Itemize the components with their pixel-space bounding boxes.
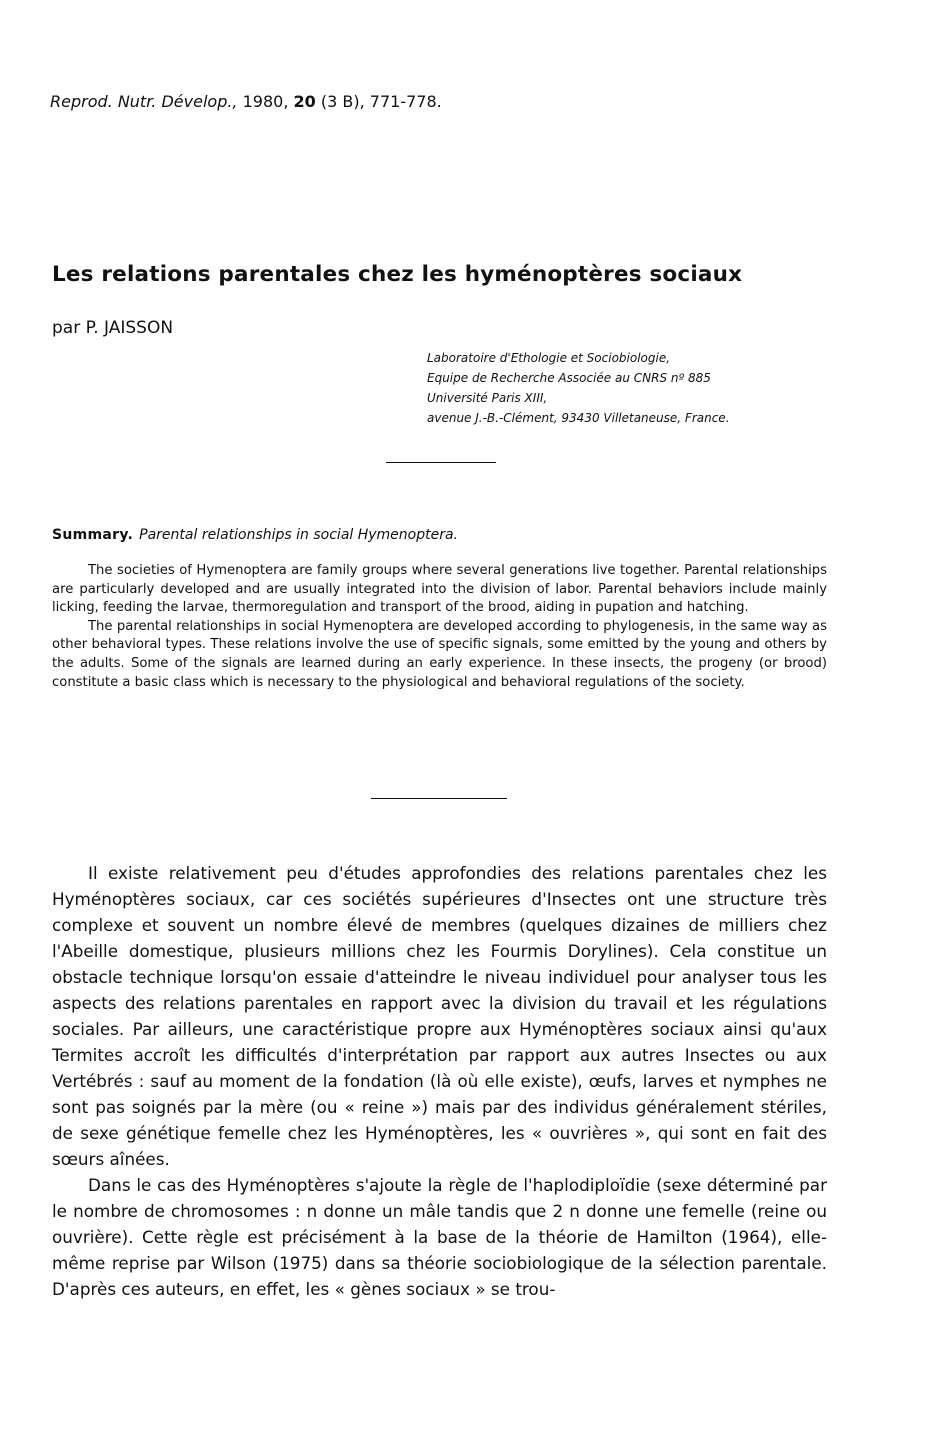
article-title: Les relations parentales chez les hyménoptères sociaux: [52, 262, 743, 287]
author-affiliation: [427, 348, 730, 428]
body-paragraph: Dans le cas des Hyménoptères s'ajoute la règle de l'haplodiploïdie (sexe déterminé par le nombre de chromosomes : n donne un mâle tandis que 2 n donne une femelle (reine ou ouvrière). Cette règle est précisément à la base de la théorie de Hamilton (1964), elle-même reprise par Wilson (1975) dans sa théorie sociobiologique de la sélection parentale. D'après ces auteurs, en effet, les « gènes sociaux » se trou-: [52, 1175, 827, 1299]
author-byline: par P. JAISSON: [52, 318, 174, 338]
summary-text: [52, 562, 827, 692]
journal-name: Reprod. Nutr. Dévelop.,: [50, 92, 238, 111]
summary-title: Parental relationships in social Hymenoptera.: [139, 527, 459, 543]
publication-year: 1980,: [242, 92, 289, 111]
separator-rule: [371, 798, 507, 799]
separator-rule: [386, 462, 496, 463]
affiliation-line: Université Paris XIII,: [427, 391, 548, 405]
volume-number: 20: [293, 92, 316, 111]
summary-label: Summary.: [52, 527, 134, 543]
summary-paragraph: The societies of Hymenoptera are family groups where several generations live together. Parental relationships are particularly developed and are usually integrated into the division of labor. Parental behaviors include mainly licking, feeding the larvae, thermoregulation and transport of the brood, aiding in pupation and hatching.: [52, 563, 827, 616]
affiliation-line: Laboratoire d'Ethologie et Sociobiologie,: [427, 351, 671, 365]
issue-number: (3 B),: [320, 92, 365, 111]
body-text: [52, 860, 827, 1302]
affiliation-line: Equipe de Recherche Associée au CNRS nº 885: [427, 371, 711, 385]
summary-heading: [52, 527, 458, 543]
affiliation-line: avenue J.-B.-Clément, 93430 Villetaneuse, France.: [427, 411, 730, 425]
body-paragraph: Il existe relativement peu d'études approfondies des relations parentales chez les Hyménoptères sociaux, car ces sociétés supérieures d'Insectes ont une structure très complexe et souvent un nombre élevé de membres (quelques dizaines de milliers chez l'Abeille domestique, plusieurs millions chez les Fourmis Dorylines). Cela constitue un obstacle technique lorsqu'on essaie d'atteindre le niveau individuel pour analyser tous les aspects des relations parentales en rapport avec la division du travail et les régulations sociales. Par ailleurs, une caractéristique propre aux Hyménoptères sociaux ainsi qu'aux Termites accroît les difficultés d'interprétation par rapport aux autres Insectes ou aux Vertébrés : sauf au moment de la fondation (là où elle existe), œufs, larves et nymphes ne sont pas soignés par la mère (ou « reine ») mais par des individus généralement stériles, de sexe génétique femelle chez les Hyménoptères, les « ouvrières », qui sont en fait des sœurs aînées.: [52, 863, 827, 1169]
page-range: 771-778.: [369, 92, 442, 111]
summary-paragraph: The parental relationships in social Hymenoptera are developed according to phylogenesis, in the same way as other behavioral types. These relations involve the use of specific signals, some emitted by the young and others by the adults. Some of the signals are learned during an early experience. In these insects, the progeny (or brood) constitute a basic class which is necessary to the physiological and behavioral regulations of the society.: [52, 618, 827, 690]
journal-citation: [50, 92, 442, 111]
